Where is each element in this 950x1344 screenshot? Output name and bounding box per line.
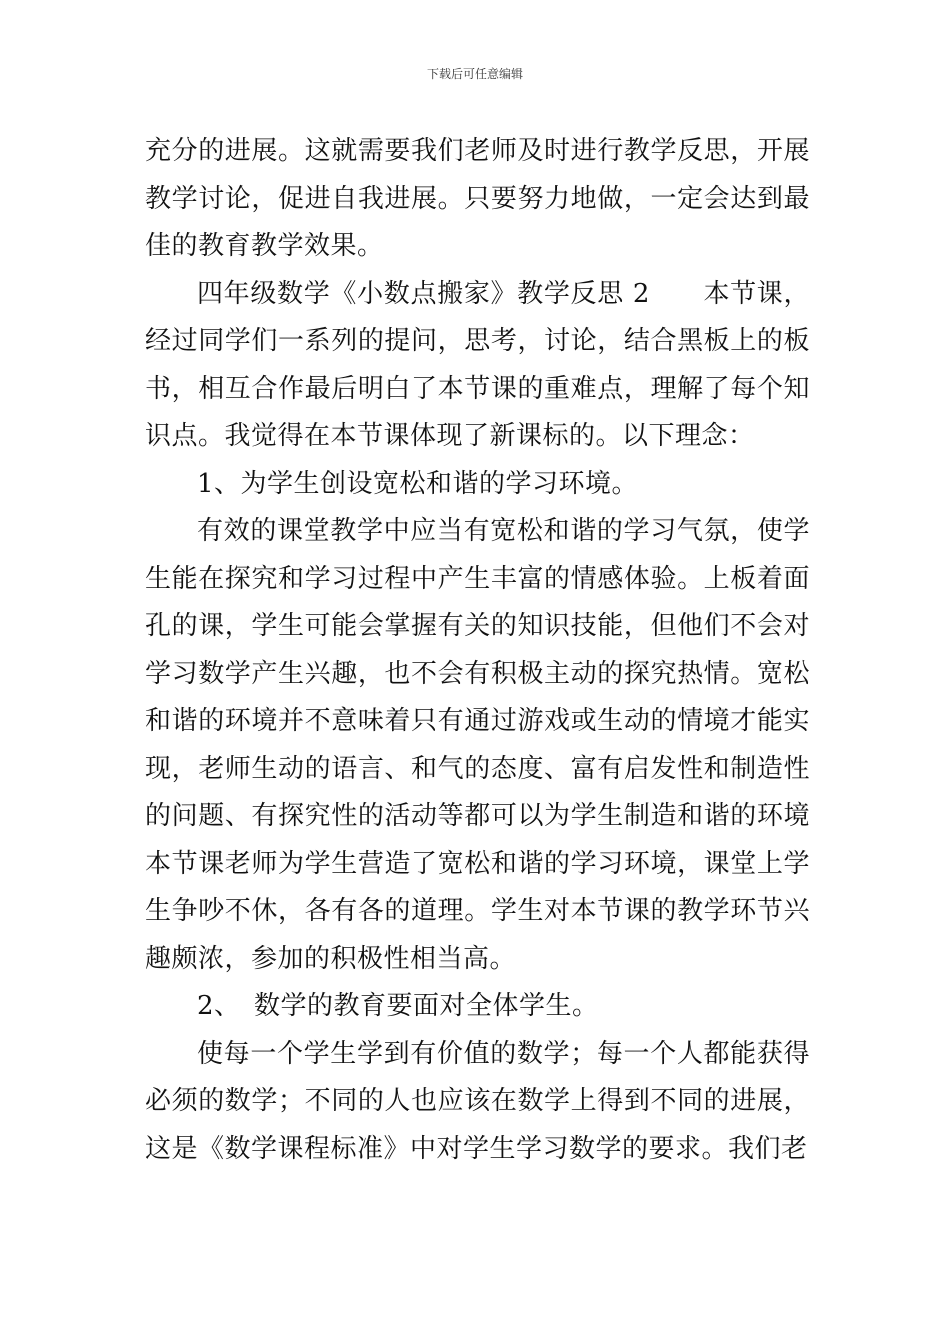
document-body	[145, 128, 810, 1173]
paragraph-point-1-body: 有效的课堂教学中应当有宽松和谐的学习气氛，使学生能在探究和学习过程中产生丰富的情感体验。上板着面孔的课，学生可能会掌握有关的知识技能，但他们不会对学习数学产生兴趣，也不会有积极主动的探究热情。宽松和谐的环境并不意味着只有通过游戏或生动的情境才能实现，老师生动的语言、和气的态度、富有启发性和制造性的问题、有探究性的活动等都可以为学生制造和谐的环境本节课老师为学生营造了宽松和谐的学习环境，课堂上学生争吵不休，各有各的道理。学生对本节课的教学环节兴趣颇浓，参加的积极性相当高。	[145, 516, 810, 974]
paragraph-point-1-heading: 1、为学生创设宽松和谐的学习环境。	[197, 468, 639, 499]
page-header: 下载后可任意编辑	[426, 67, 523, 81]
paragraph-continuation: 充分的进展。这就需要我们老师及时进行教学反思，开展教学讨论，促进自我进展。只要努力地做，一定会达到最佳的教育教学效果。	[145, 136, 810, 261]
paragraph-point-2-heading: 2、 数学的教育要面对全体学生。	[197, 991, 599, 1021]
paragraph-point-2-body: 使每一个学生学到有价值的数学；每一个人都能获得必须的数学；不同的人也应该在数学上得到不同的进展，这是《数学课程标准》中对学生学习数学的要求。我们老	[145, 1038, 810, 1164]
paragraph-reflection-title: 四年级数学《小数点搬家》教学反思 2 本节课，经过同学们一系列的提问，思考，讨论，结合黑板上的板书，相互合作最后明白了本节课的重难点，理解了每个知识点。我觉得在本节课体现了新课标的。以下理念：	[145, 278, 810, 451]
